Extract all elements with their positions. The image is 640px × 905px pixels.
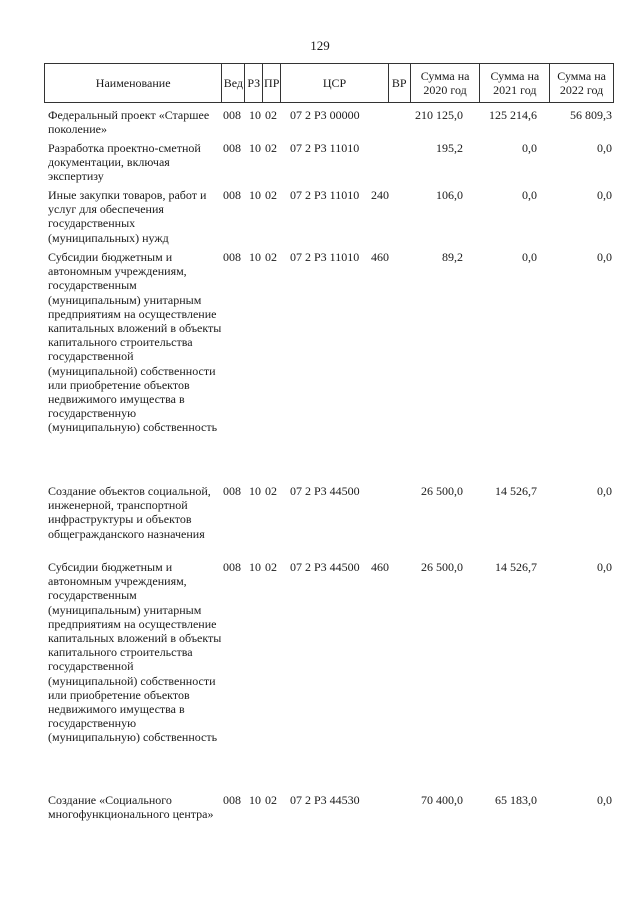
row-sum-2022: 56 809,3	[570, 108, 612, 122]
row-rz: 10	[249, 108, 261, 122]
row-sum-2020: 26 500,0	[421, 560, 463, 574]
row-sum-2020: 106,0	[436, 188, 463, 202]
header-sum-2020: Сумма на 2020 год	[411, 64, 481, 102]
row-csr: 07 2 Р3 44530	[290, 793, 360, 807]
header-rz: РЗ	[245, 64, 263, 102]
header-vr: ВР	[389, 64, 411, 102]
row-ved: 008	[223, 141, 241, 155]
row-sum-2020: 70 400,0	[421, 793, 463, 807]
header-ved: Вед	[222, 64, 245, 102]
row-name: Субсидии бюджетным и автономным учреждениям, государственным (муниципальным) унитарным предприятиям на осуществление капитальных вложений в объекты капитального строительства государственной (муниципальной) собственности или приобретение объектов недвижимого имущества в государственную (муниципальную) собственность	[48, 560, 222, 745]
row-name: Создание объектов социальной, инженерной, транспортной инфраструктуры и объектов общегражданского назначения	[48, 484, 211, 541]
row-rz: 10	[249, 250, 261, 264]
row-csr: 07 2 Р3 00000	[290, 108, 360, 122]
row-sum-2022: 0,0	[597, 560, 612, 574]
row-name: Создание «Социального многофункционального центра»	[48, 793, 214, 822]
row-csr: 07 2 Р3 11010	[290, 141, 360, 155]
row-ved: 008	[223, 108, 241, 122]
row-pr: 02	[265, 141, 277, 155]
row-ved: 008	[223, 793, 241, 807]
row-name: Иные закупки товаров, работ и услуг для обеспечения государственных (муниципальных) нужд	[48, 188, 207, 245]
row-pr: 02	[265, 188, 277, 202]
row-vr: 240	[371, 188, 389, 202]
table-header	[44, 63, 614, 103]
row-pr: 02	[265, 484, 277, 498]
row-pr: 02	[265, 250, 277, 264]
row-sum-2020: 210 125,0	[415, 108, 463, 122]
header-csr: ЦСР	[281, 64, 389, 102]
row-sum-2022: 0,0	[597, 188, 612, 202]
row-name: Разработка проектно-сметной документации, включая экспертизу	[48, 141, 201, 184]
row-sum-2021: 0,0	[522, 250, 537, 264]
page-number: 129	[310, 38, 330, 53]
row-pr: 02	[265, 560, 277, 574]
row-sum-2020: 26 500,0	[421, 484, 463, 498]
row-sum-2022: 0,0	[597, 793, 612, 807]
row-sum-2021: 14 526,7	[495, 560, 537, 574]
row-name: Федеральный проект «Старшее поколение»	[48, 108, 210, 137]
row-sum-2021: 0,0	[522, 141, 537, 155]
row-rz: 10	[249, 484, 261, 498]
header-name: Наименование	[45, 64, 222, 102]
row-name: Субсидии бюджетным и автономным учреждениям, государственным (муниципальным) унитарным предприятиям на осуществление капитальных вложений в объекты капитального строительства государственной (муниципальной) собственности или приобретение объектов недвижимого имущества в государственную (муниципальную) собственность	[48, 250, 222, 435]
row-csr: 07 2 Р3 11010	[290, 250, 360, 264]
row-sum-2021: 125 214,6	[489, 108, 537, 122]
row-sum-2021: 14 526,7	[495, 484, 537, 498]
row-sum-2022: 0,0	[597, 250, 612, 264]
row-ved: 008	[223, 560, 241, 574]
row-rz: 10	[249, 793, 261, 807]
row-sum-2022: 0,0	[597, 484, 612, 498]
row-ved: 008	[223, 188, 241, 202]
header-sum-2021: Сумма на 2021 год	[480, 64, 550, 102]
row-sum-2022: 0,0	[597, 141, 612, 155]
header-pr: ПР	[263, 64, 281, 102]
row-sum-2021: 65 183,0	[495, 793, 537, 807]
row-sum-2021: 0,0	[522, 188, 537, 202]
row-sum-2020: 89,2	[442, 250, 463, 264]
row-rz: 10	[249, 188, 261, 202]
row-csr: 07 2 Р3 44500	[290, 560, 360, 574]
row-vr: 460	[371, 250, 389, 264]
row-pr: 02	[265, 793, 277, 807]
row-rz: 10	[249, 560, 261, 574]
row-ved: 008	[223, 484, 241, 498]
row-sum-2020: 195,2	[436, 141, 463, 155]
header-sum-2022: Сумма на 2022 год	[557, 69, 606, 97]
row-pr: 02	[265, 108, 277, 122]
row-csr: 07 2 Р3 44500	[290, 484, 360, 498]
row-vr: 460	[371, 560, 389, 574]
row-csr: 07 2 Р3 11010	[290, 188, 360, 202]
row-ved: 008	[223, 250, 241, 264]
row-rz: 10	[249, 141, 261, 155]
